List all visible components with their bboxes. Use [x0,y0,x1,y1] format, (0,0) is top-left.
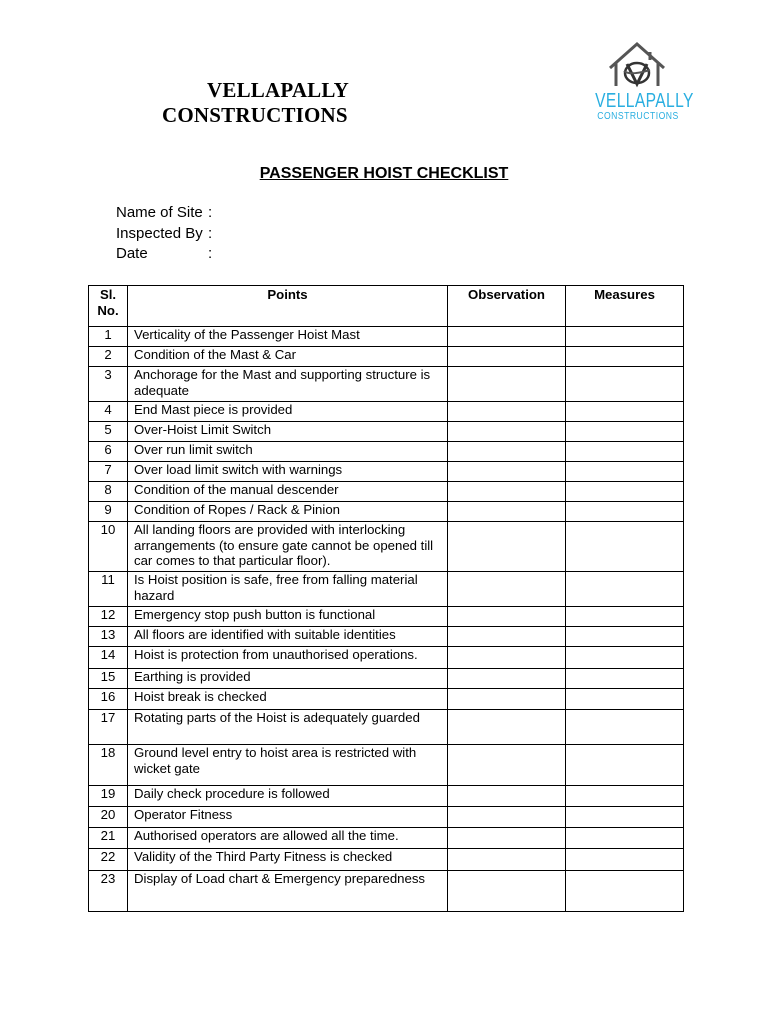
row-point: Ground level entry to hoist area is restricted with wicket gate [128,745,448,786]
field-colon: : [208,224,213,242]
header-observation: Observation [448,286,566,327]
field-name-of-site[interactable] [116,203,218,224]
row-measures-cell[interactable] [566,849,684,871]
table-row [89,422,684,442]
table-body [89,327,684,912]
row-observation-cell[interactable] [448,627,566,647]
row-point: Anchorage for the Mast and supporting structure is adequate [128,367,448,402]
row-observation-cell[interactable] [448,669,566,689]
row-point: Condition of Ropes / Rack & Pinion [128,502,448,522]
row-point: Authorised operators are allowed all the time. [128,828,448,849]
row-point: Is Hoist position is safe, free from falling material hazard [128,572,448,607]
row-point: Condition of the Mast & Car [128,347,448,367]
row-sl-no: 12 [89,607,128,627]
row-observation-cell[interactable] [448,745,566,786]
row-sl-no: 1 [89,327,128,347]
header-points: Points [128,286,448,327]
row-point: Hoist is protection from unauthorised operations. [128,647,448,669]
row-point: End Mast piece is provided [128,402,448,422]
row-sl-no: 9 [89,502,128,522]
table-row [89,482,684,502]
form-fields [116,203,218,265]
table-row [89,367,684,402]
row-sl-no: 15 [89,669,128,689]
row-observation-cell[interactable] [448,502,566,522]
row-point: Operator Fitness [128,807,448,828]
table-row [89,710,684,745]
row-sl-no: 20 [89,807,128,828]
row-measures-cell[interactable] [566,347,684,367]
table-row [89,647,684,669]
field-label: Name of Site [116,204,203,221]
field-label: Inspected By [116,224,203,242]
table-row [89,849,684,871]
row-measures-cell[interactable] [566,572,684,607]
document-title: PASSENGER HOIST CHECKLIST [259,165,509,182]
row-point: All landing floors are provided with interlocking arrangements (to ensure gate cannot be opened till car comes to that particular floor). [128,522,448,572]
table-row [89,572,684,607]
row-point: Over-Hoist Limit Switch [128,422,448,442]
field-colon: : [208,204,213,221]
row-point: Earthing is provided [128,669,448,689]
row-sl-no: 5 [89,422,128,442]
row-observation-cell[interactable] [448,607,566,627]
company-name-line2: CONSTRUCTIONS [162,103,348,127]
checklist-table [88,285,684,912]
row-point: Over load limit switch with warnings [128,462,448,482]
row-sl-no: 2 [89,347,128,367]
field-label: Date [116,245,148,262]
row-observation-cell[interactable] [448,807,566,828]
header-sl-no: Sl. No. [89,286,128,327]
row-observation-cell[interactable] [448,347,566,367]
logo-wordmark [583,91,693,122]
row-sl-no: 4 [89,402,128,422]
row-point: Condition of the manual descender [128,482,448,502]
table-row [89,689,684,710]
row-measures-cell[interactable] [566,786,684,807]
company-name-line1: VELLAPALLY [207,78,350,102]
table-header-row [89,286,684,327]
field-inspected-by[interactable] [116,224,218,245]
row-observation-cell[interactable] [448,710,566,745]
row-measures-cell[interactable] [566,502,684,522]
row-point: Verticality of the Passenger Hoist Mast [128,327,448,347]
field-colon: : [208,245,213,262]
row-sl-no: 21 [89,828,128,849]
row-measures-cell[interactable] [566,807,684,828]
row-point: Rotating parts of the Hoist is adequately guarded [128,710,448,745]
row-measures-cell[interactable] [566,422,684,442]
vc-monogram-icon [624,63,650,84]
row-measures-cell[interactable] [566,402,684,422]
row-measures-cell[interactable] [566,367,684,402]
row-point: Over run limit switch [128,442,448,462]
row-sl-no: 17 [89,710,128,745]
row-sl-no: 23 [89,871,128,912]
row-observation-cell[interactable] [448,647,566,669]
logo-wordmark-line2: CONSTRUCTIONS [597,110,679,122]
row-sl-no: 8 [89,482,128,502]
row-measures-cell[interactable] [566,647,684,669]
table-row [89,871,684,912]
row-sl-no: 16 [89,689,128,710]
row-point: Validity of the Third Party Fitness is checked [128,849,448,871]
row-measures-cell[interactable] [566,482,684,502]
row-observation-cell[interactable] [448,422,566,442]
row-observation-cell[interactable] [448,572,566,607]
table-row [89,669,684,689]
header-measures: Measures [566,286,684,327]
row-point: Display of Load chart & Emergency preparedness [128,871,448,912]
row-measures-cell[interactable] [566,442,684,462]
row-sl-no: 13 [89,627,128,647]
row-measures-cell[interactable] [566,627,684,647]
row-sl-no: 19 [89,786,128,807]
row-observation-cell[interactable] [448,327,566,347]
table-row [89,402,684,422]
row-sl-no: 6 [89,442,128,462]
table-row [89,627,684,647]
row-measures-cell[interactable] [566,689,684,710]
table-row [89,462,684,482]
row-measures-cell[interactable] [566,669,684,689]
table-row [89,607,684,627]
row-sl-no: 14 [89,647,128,669]
row-observation-cell[interactable] [448,871,566,912]
row-observation-cell[interactable] [448,482,566,502]
row-observation-cell[interactable] [448,522,566,572]
row-sl-no: 11 [89,572,128,607]
row-observation-cell[interactable] [448,462,566,482]
row-observation-cell[interactable] [448,442,566,462]
row-sl-no: 18 [89,745,128,786]
table-row [89,442,684,462]
row-measures-cell[interactable] [566,462,684,482]
row-point: All floors are identified with suitable identities [128,627,448,647]
table-row [89,807,684,828]
row-measures-cell[interactable] [566,745,684,786]
table-row [89,522,684,572]
field-date[interactable] [116,244,218,265]
table-row [89,347,684,367]
table-row [89,502,684,522]
row-measures-cell[interactable] [566,522,684,572]
row-point: Daily check procedure is followed [128,786,448,807]
row-observation-cell[interactable] [448,849,566,871]
table-row [89,828,684,849]
row-measures-cell[interactable] [566,710,684,745]
row-sl-no: 3 [89,367,128,402]
company-name [162,78,422,128]
row-sl-no: 10 [89,522,128,572]
row-sl-no: 7 [89,462,128,482]
row-observation-cell[interactable] [448,402,566,422]
row-observation-cell[interactable] [448,367,566,402]
table-row [89,327,684,347]
row-measures-cell[interactable] [566,607,684,627]
logo-wordmark-line1: VELLAPALLY [595,90,694,112]
row-observation-cell[interactable] [448,689,566,710]
row-point: Emergency stop push button is functional [128,607,448,627]
row-measures-cell[interactable] [566,327,684,347]
table-row [89,786,684,807]
row-point: Hoist break is checked [128,689,448,710]
row-observation-cell[interactable] [448,786,566,807]
row-measures-cell[interactable] [566,828,684,849]
row-observation-cell[interactable] [448,828,566,849]
row-measures-cell[interactable] [566,871,684,912]
row-sl-no: 22 [89,849,128,871]
table-row [89,745,684,786]
